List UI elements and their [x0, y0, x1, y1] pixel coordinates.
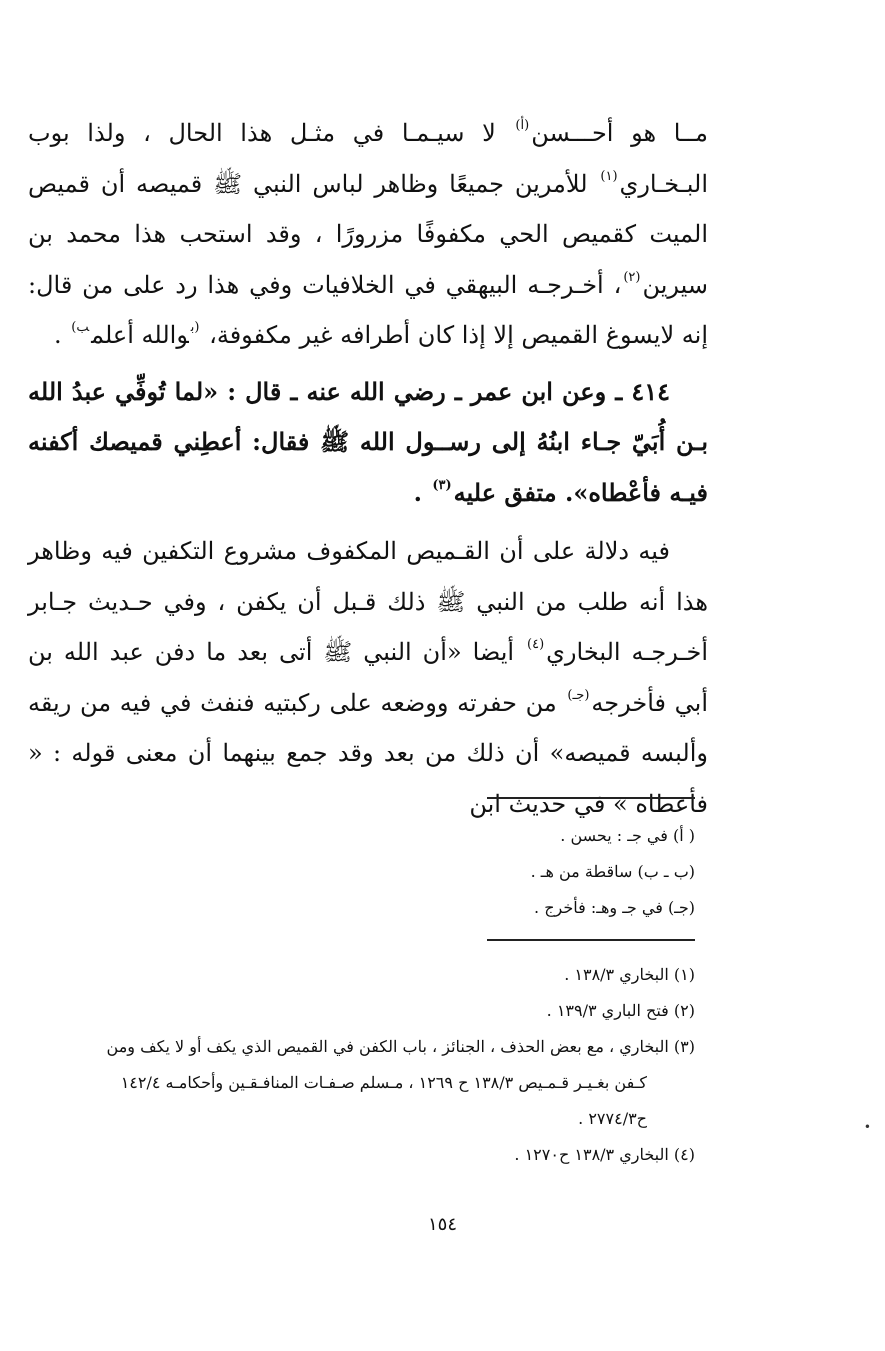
- text-run: والله أعلم: [91, 321, 189, 349]
- text-run: ٤١٤ ـ وعن ابن عمر ـ رضي الله عنه ـ قال : «لما تُوفِّي عبدُ الله بـن أُبَيّ جـاء ابنُهُ إلى رســول الله ﷺ فقال: أعطِني قميصك أكفنه فيـه فأعْطاه». متفق عليه: [28, 376, 708, 507]
- footnotes-sources: [20, 957, 695, 1173]
- footnote-marker-2: (٢): [623, 269, 641, 285]
- source-note-2: (٢) فتح الباري ١٣٩/٣ .: [546, 1001, 695, 1020]
- text-run: مــا هو أحـــسن: [531, 119, 708, 147]
- text-run: .: [54, 321, 70, 349]
- footnotes-variants: [215, 818, 695, 926]
- variant-marker-c: (جـ): [567, 687, 590, 703]
- source-note-3-end: ح٢٧٧٤/٣ .: [578, 1109, 647, 1128]
- scan-speck: •: [863, 1120, 871, 1134]
- variant-note-c: (جـ) في جـ وهـ: فأخرج .: [534, 898, 695, 917]
- footnote-marker-4: (٤): [527, 637, 545, 653]
- variant-marker-b-open: (ب: [190, 320, 200, 336]
- text-run: .: [413, 477, 431, 507]
- variant-note-a: ( أ) في جـ : يحسن .: [560, 826, 695, 845]
- paragraph-hadith-414: [28, 367, 708, 519]
- main-text: [28, 108, 708, 829]
- variant-marker-a: (أ): [515, 118, 530, 134]
- footnote-divider-variants: [487, 797, 695, 799]
- text-run: من حفرته ووضعه على ركبتيه فنفث في فيه من ريقه وألبسه قميصه» أن ذلك من بعد وقد جمع بينهما أن معنى قوله : « فأعطاه » في حديث ابن: [28, 688, 708, 818]
- source-note-3: (٣) البخاري ، مع بعض الحذف ، الجنائز ، باب الكفن في القميص الذي يكف أو لا يكف ومن: [106, 1037, 695, 1056]
- paragraph-commentary-2: [28, 526, 708, 829]
- text-run: فيه دلالة على أن القـميص المكفوف مشروع التكفين فيه وظاهر هذا أنه طلب من النبي ﷺ ذلك قـبل أن يكفن ، وفي حـديث جـابر أخـرجـه البخاري: [28, 537, 708, 666]
- source-note-1: (١) البخاري ١٣٨/٣ .: [564, 965, 695, 984]
- footnote-marker-1: (١): [600, 168, 618, 184]
- text-run: أيضا «أن النبي ﷺ أتى بعد ما دفن عبد الله بن أبي فأخرجه: [28, 638, 708, 717]
- footnote-marker-3: (٣): [432, 477, 452, 493]
- text-run: لا سيـمـا في مثـل هذا الحال ، ولذا بوب البـخـاري: [28, 119, 708, 198]
- variant-marker-b-close: ب): [71, 320, 90, 336]
- footnote-divider-sources: [487, 939, 695, 941]
- text-run: للأمرين جميعًا وظاهر لباس النبي ﷺ قميصه أن قميص الميت كقميص الحي مكفوفًا مزرورًا ، وقد استحب هذا محمد بن سيرين: [28, 169, 709, 299]
- variant-note-b: (ب ـ ب) ساقطة من هـ .: [530, 862, 695, 881]
- text-run: ، أخـرجـه البيهقي في الخلافيات وفي هذا رد على من قال: إنه لايسوغ القميص إلا إذا كان أطرافه غير مكفوفة،: [28, 270, 708, 349]
- page-number: ١٥٤: [427, 1214, 457, 1235]
- source-note-4: (٤) البخاري ١٣٨/٣ ح١٢٧٠ .: [514, 1145, 695, 1164]
- source-note-3-continued: كـفن بغـيـر قـمـيص ١٣٨/٣ ح ١٢٦٩ ، مـسلم صـفـات المنافـقـين وأحكامـه ١٤٢/٤: [120, 1073, 647, 1092]
- paragraph-commentary-1: [28, 108, 708, 361]
